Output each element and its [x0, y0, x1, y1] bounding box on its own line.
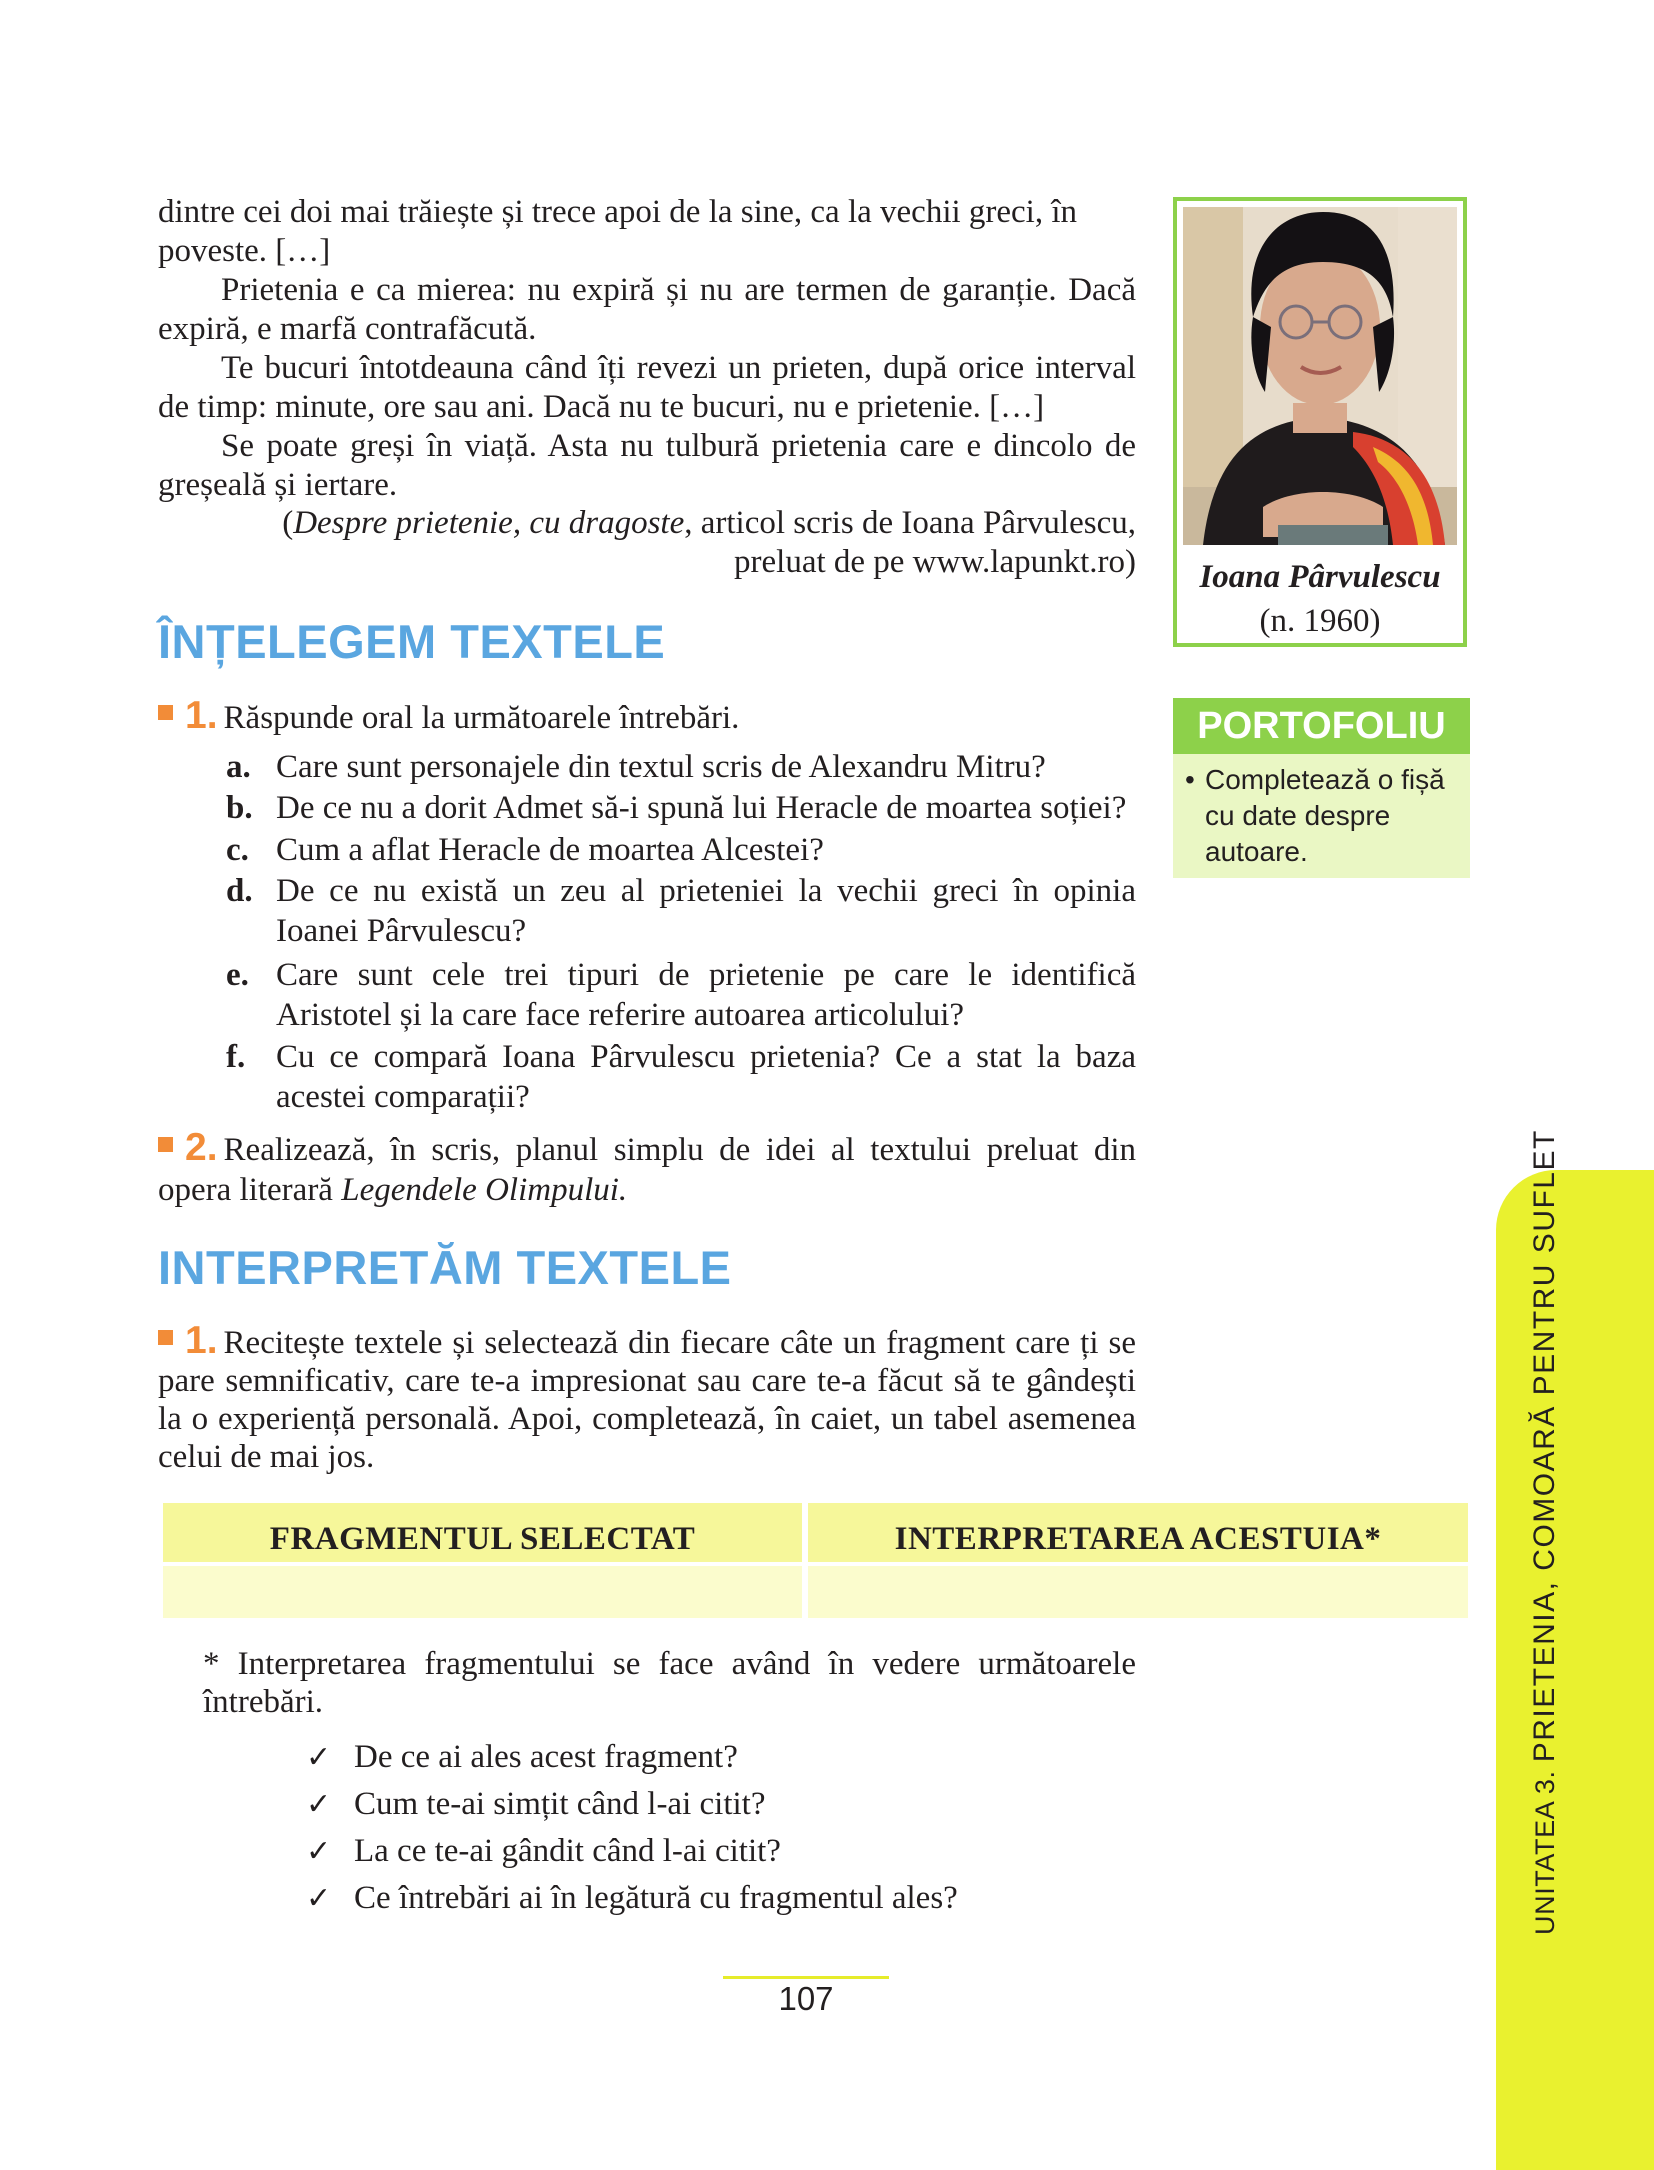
author-photo [1183, 207, 1457, 545]
question-1 [158, 696, 1136, 738]
question-number: 2. [185, 1126, 218, 1169]
question-number: 1. [185, 694, 218, 737]
question-text: Realizează, în scris, planul simplu de idei al textului preluat din opera literară [158, 1132, 1136, 1208]
page-number-rule [723, 1976, 889, 1979]
para-3: Te bucuri întotdeauna când îți revezi un prieten, după orice interval de timp: minute, ore sau ani. Dacă nu te bucuri, nu e prietenie. […] [158, 350, 1136, 425]
checklist-text: La ce te-ai gândit când l-ai citit? [354, 1833, 781, 1869]
para-1-line-1: dintre cei doi mai trăiește și trece apoi de la sine, ca la vechii greci, în [158, 194, 1078, 230]
para-2: Prietenia e ca mierea: nu expiră și nu are termen de garanție. Dacă expiră, e marfă contrafăcută. [158, 272, 1136, 347]
author-years: (n. 1960) [1259, 603, 1381, 639]
question-text: Răspunde oral la următoarele întrebări. [223, 700, 740, 736]
check-icon: ✓ [306, 1834, 332, 1869]
item-letter: a. [226, 749, 251, 785]
square-bullet-icon [158, 705, 173, 720]
item-text: Cu ce compară Ioana Pârvulescu prietenia? Ce a stat la baza acestei comparații? [276, 1039, 1136, 1115]
reading-passage [158, 193, 1136, 505]
square-bullet-icon [158, 1330, 173, 1345]
item-text: Care sunt cele trei tipuri de prietenie pe care le identifică Aristotel și la care face referire autoarea articolului? [276, 957, 1136, 1033]
question-number: 1. [185, 1319, 218, 1362]
table-header-text: INTERPRETAREA ACESTUIA* [894, 1521, 1382, 1557]
author-card [1173, 197, 1467, 647]
footnote: * Interpretarea fragmentului se face având în vedere următoarele întrebări. [203, 1646, 1136, 1720]
checklist-item [306, 1781, 958, 1828]
square-bullet-icon [158, 1137, 173, 1152]
question-italic: Legendele Olimpului. [341, 1172, 628, 1208]
table-header-cell-1 [163, 1503, 802, 1562]
para-1-line-2: poveste. […] [158, 233, 331, 269]
unit-title: PRIETENIA, COMOARĂ PENTRU SUFLET [1528, 1129, 1561, 1763]
section-heading-interpretam: INTERPRETĂM TEXTELE [158, 1241, 732, 1294]
checklist-text: De ce ai ales acest fragment? [354, 1739, 738, 1775]
item-text: De ce nu a dorit Admet să-i spună lui Heracle de moartea soției? [276, 790, 1127, 826]
item-text: Cum a aflat Heracle de moartea Alcestei? [276, 832, 824, 868]
table-body-cell-1 [163, 1566, 802, 1618]
item-letter: b. [226, 790, 253, 826]
para-4: Se poate greși în viață. Asta nu tulbură prietenia care e dincolo de greșeală și iertare. [158, 428, 1136, 503]
question-text: Recitește textele și selectează din fiecare câte un fragment care ți se pare semnificativ, care te-a impresionat sau care te-a făcut să te gândești la o experiență personală. Apoi, completează, în caiet, un tabel asemenea celui de mai jos. [158, 1325, 1136, 1475]
checklist-text: Cum te-ai simțit când l-ai citit? [354, 1786, 766, 1822]
check-icon: ✓ [306, 1787, 332, 1822]
portrait-image [1183, 207, 1457, 545]
checklist-item [306, 1875, 958, 1922]
portfolio-title: PORTOFOLIU [1173, 698, 1470, 754]
bullet-icon: • [1185, 764, 1195, 795]
unit-number: UNITATEA 3. [1530, 1770, 1560, 1935]
author-name: Ioana Pârvulescu [1199, 559, 1441, 595]
item-letter: f. [226, 1039, 246, 1075]
portfolio-box [1173, 754, 1470, 878]
item-text: Care sunt personajele din textul scris de Alexandru Mitru? [276, 749, 1046, 785]
source-citation [158, 504, 1136, 582]
page-number: 107 [778, 1980, 834, 2017]
item-text: De ce nu există un zeu al prieteniei la vechii greci în opinia Ioanei Pârvulescu? [276, 873, 1136, 949]
source-title: Despre prietenie, cu dragoste [293, 505, 685, 541]
checklist [306, 1734, 958, 1922]
table-header-cell-2 [808, 1503, 1468, 1562]
item-letter: d. [226, 873, 253, 909]
table-body-cell-2 [808, 1566, 1468, 1618]
portfolio-text: Completează o fișă cu date despre autoare. [1205, 764, 1445, 867]
source-line-2: preluat de pe www.lapunkt.ro) [734, 544, 1136, 580]
item-letter: c. [226, 832, 249, 868]
unit-side-label [1528, 1129, 1562, 1935]
source-paren: ( [282, 505, 294, 541]
item-letter: e. [226, 957, 249, 993]
question-2 [158, 1128, 1136, 1210]
check-icon: ✓ [306, 1881, 332, 1916]
section-heading-intelegem: ÎNȚELEGEM TEXTELE [158, 615, 666, 668]
checklist-text: Ce întrebări ai în legătură cu fragmentul ales? [354, 1880, 958, 1916]
question-3 [158, 1319, 1136, 1476]
table-header-text: FRAGMENTUL SELECTAT [269, 1521, 696, 1557]
checklist-item [306, 1828, 958, 1875]
unit-side-tab [1496, 1170, 1654, 2170]
check-icon: ✓ [306, 1740, 332, 1775]
checklist-item [306, 1734, 958, 1781]
source-rest: , articol scris de Ioana Pârvulescu, [684, 505, 1136, 541]
